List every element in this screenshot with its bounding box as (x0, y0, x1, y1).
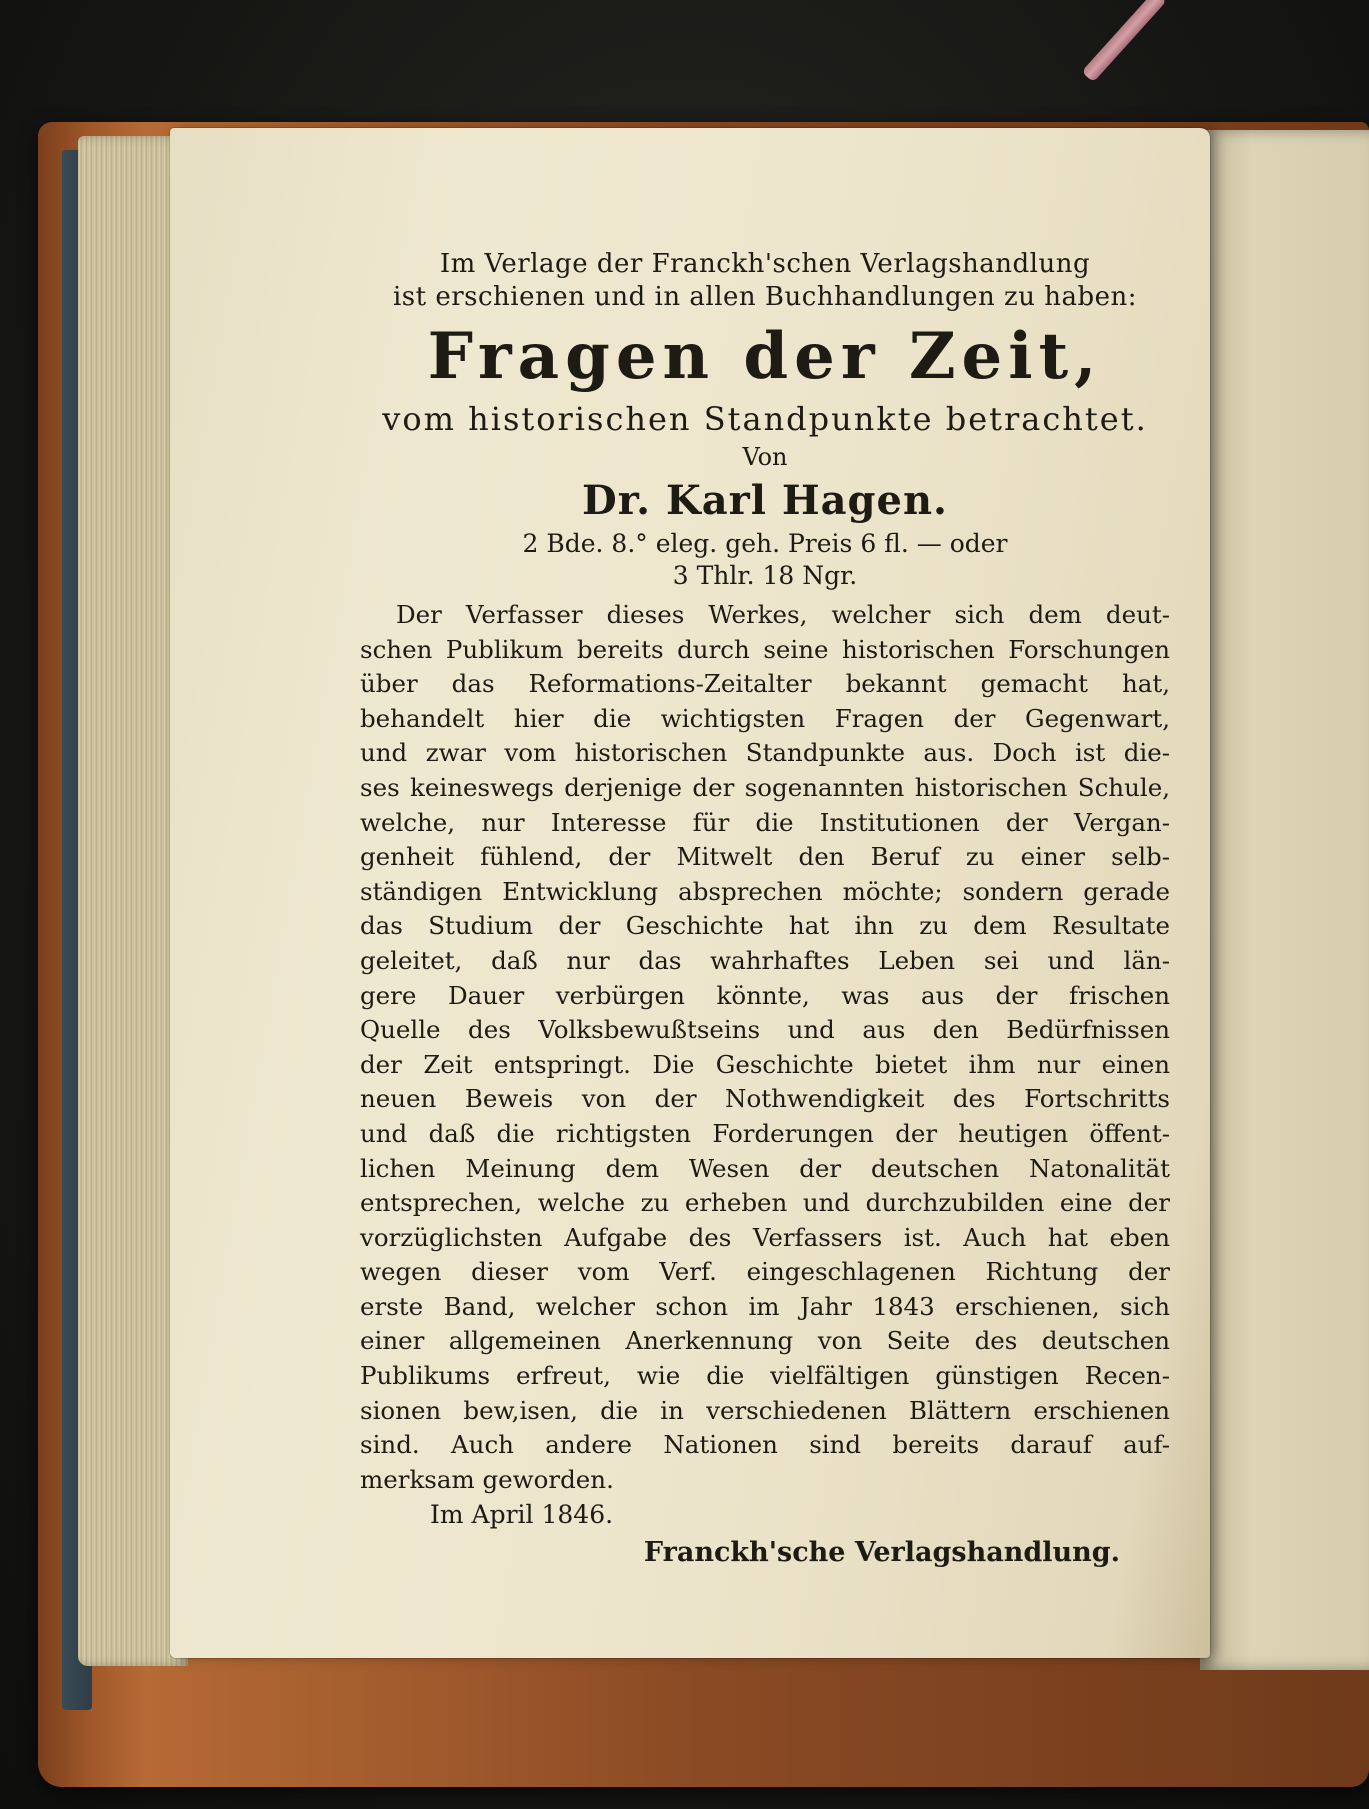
book-subtitle: vom historischen Standpunkte betrachtet. (382, 400, 1148, 438)
intro-line: Im Verlage der Franckh'schen Verlagshandlung (439, 249, 1091, 279)
intro-line: ist erschienen und in allen Buchhandlungen zu haben: (392, 282, 1138, 312)
body-line: Der Verfasser dieses Werkes, welcher sich dem deut- (396, 600, 1170, 629)
body-line: wegen dieser vom Verf. eingeschlagenen Richtung der (360, 1257, 1170, 1287)
body-line: genheit fühlend, der Mitwelt den Beruf zu einer selb- (360, 842, 1170, 872)
body-line: vorzüglichsten Aufgabe des Verfassers ist. Auch hat eben (360, 1222, 1170, 1252)
body-line: schen Publikum bereits durch seine historischen Forschungen (360, 634, 1170, 664)
body-line: ständigen Entwicklung absprechen möchte; sondern gerade (360, 876, 1170, 906)
body-line: und zwar vom historischen Standpunkte aus. Doch ist die- (360, 738, 1170, 768)
body-line: der Zeit entspringt. Die Geschichte bietet ihm nur einen (360, 1049, 1170, 1079)
body-line: merksam geworden. (360, 1464, 614, 1494)
body-line: einer allgemeinen Anerkennung von Seite des deutschen (360, 1326, 1170, 1356)
book-title: Fragen der Zeit, (427, 319, 1103, 394)
body-line: und daß die richtigsten Forderungen der heutigen öffent- (360, 1118, 1170, 1148)
description-paragraph (360, 598, 1170, 1497)
body-line: Quelle des Volksbewußtseins und aus den Bedürfnissen (360, 1015, 1170, 1045)
price-line: 2 Bde. 8.° eleg. geh. Preis 6 fl. — oder (522, 529, 1008, 558)
price-line: 3 Thlr. 18 Ngr. (672, 561, 858, 590)
page-text (360, 248, 1170, 1573)
body-line: erste Band, welcher schon im Jahr 1843 erschienen, sich (360, 1291, 1170, 1321)
publisher-signature: Franckh'sche Verlagshandlung. (643, 1537, 1120, 1569)
body-line: sind. Auch andere Nationen sind bereits darauf auf- (360, 1430, 1170, 1460)
by-label: Von (742, 443, 788, 471)
body-line: behandelt hier die wichtigsten Fragen der Gegenwart, (360, 703, 1170, 733)
body-line: lichen Meinung dem Wesen der deutschen Natonalität (360, 1153, 1170, 1183)
facing-page (1200, 130, 1369, 1670)
body-line: welche, nur Interesse für die Institutionen der Vergan- (360, 807, 1170, 837)
bookmark-ribbon (1081, 0, 1166, 82)
body-line: neuen Beweis von der Nothwendigkeit des Fortschritts (360, 1084, 1170, 1114)
author-name: Dr. Karl Hagen. (582, 477, 948, 524)
body-line: gere Dauer verbürgen könnte, was aus der frischen (360, 980, 1170, 1010)
body-line: über das Reformations-Zeitalter bekannt gemacht hat, (360, 669, 1170, 699)
publisher-intro (360, 248, 1170, 314)
body-line: sionen bew,isen, die in verschiedenen Blättern erschienen (360, 1395, 1170, 1425)
body-line: geleitet, daß nur das wahrhaftes Leben sei und län- (360, 945, 1170, 975)
body-line: entsprechen, welche zu erheben und durchzubilden eine der (360, 1188, 1170, 1218)
body-line: das Studium der Geschichte hat ihn zu dem Resultate (360, 911, 1170, 941)
body-line: ses keineswegs derjenige der sogenannten historischen Schule, (360, 772, 1170, 802)
body-line: Publikums erfreut, wie die vielfältigen günstigen Recen- (360, 1361, 1170, 1391)
price-info (360, 528, 1170, 592)
publication-date: Im April 1846. (430, 1500, 614, 1530)
